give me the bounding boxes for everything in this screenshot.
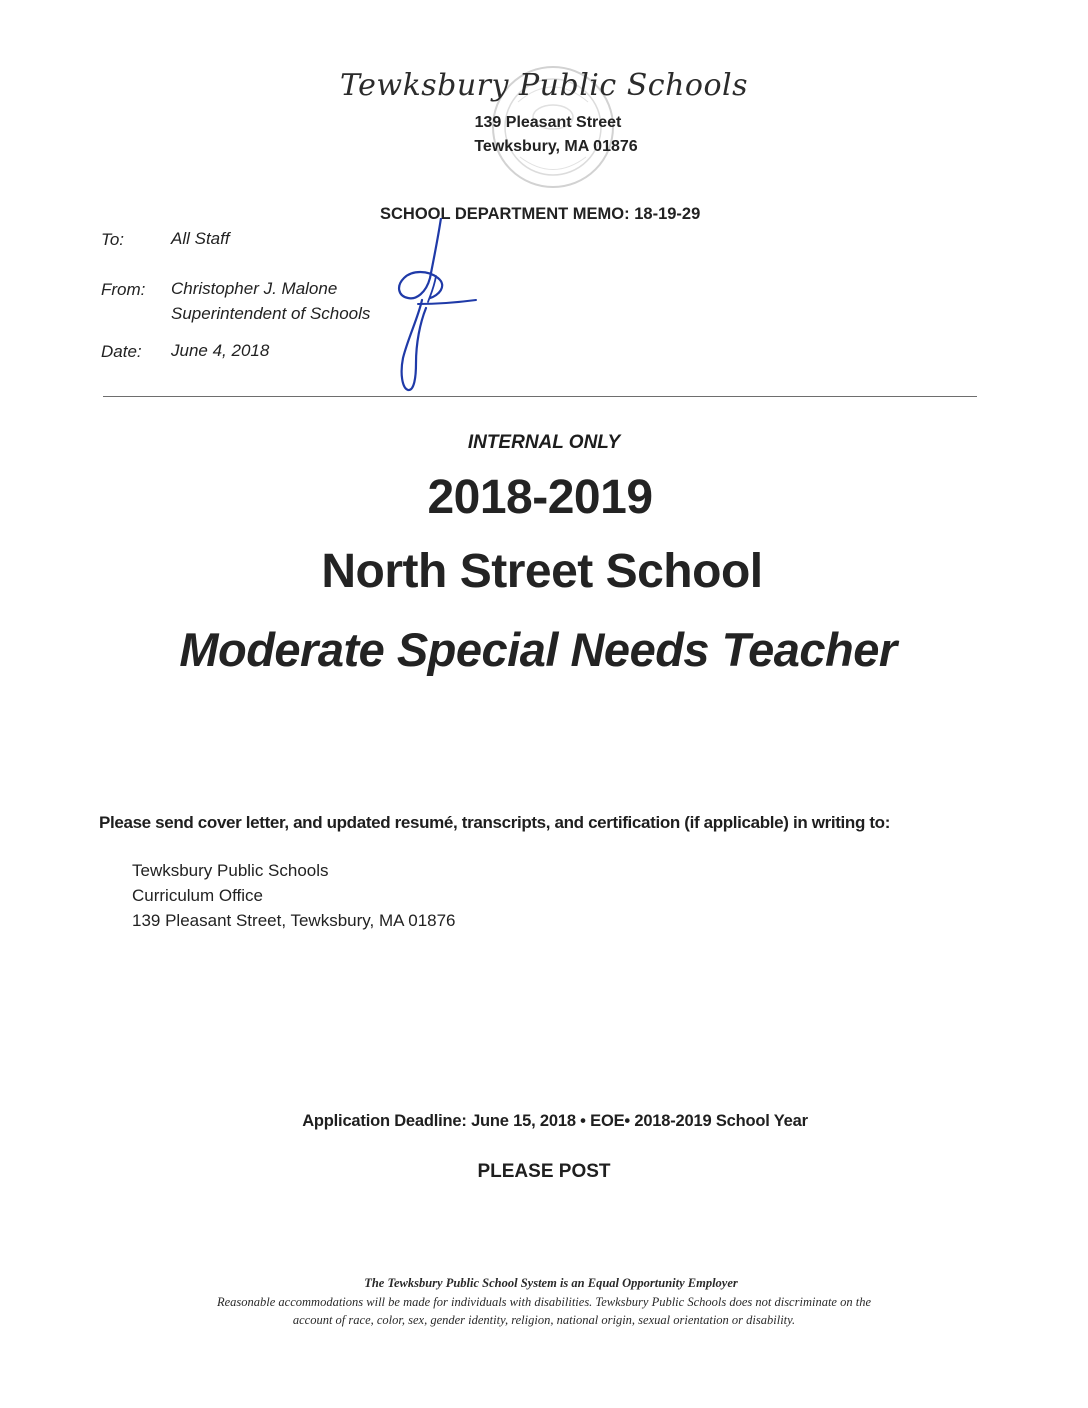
signature-image [378, 218, 488, 398]
application-instructions: Please send cover letter, and updated resumé, transcripts, and certification (if applicable) in writing to: [99, 813, 891, 832]
to-value: All Staff [171, 229, 230, 248]
address-line-office: Curriculum Office [132, 886, 263, 905]
accommodations-statement: Reasonable accommodations will be made for individuals with disabilities. Tewksbury Public Schools does not discriminate on the [216, 1295, 871, 1309]
internal-only-notice: INTERNAL ONLY [467, 432, 621, 453]
address-line-organization: Tewksbury Public Schools [132, 861, 329, 880]
school-year-heading: 2018-2019 [427, 471, 653, 524]
from-title: Superintendent of Schools [171, 304, 371, 323]
application-deadline: Application Deadline: June 15, 2018 • EOE• 2018-2019 School Year [302, 1112, 808, 1130]
organization-name: Tewksbury Public Schools [339, 68, 749, 103]
from-name: Christopher J. Malone [171, 279, 338, 298]
memo-number: SCHOOL DEPARTMENT MEMO: 18-19-29 [380, 205, 701, 223]
to-label: To: [101, 230, 125, 249]
school-name-heading: North Street School [321, 545, 763, 598]
address-line-street: 139 Pleasant Street, Tewksbury, MA 01876 [132, 911, 456, 930]
organization-street: 139 Pleasant Street [474, 114, 622, 131]
position-title-heading: Moderate Special Needs Teacher [179, 623, 897, 676]
nondiscrimination-statement: account of race, color, sex, gender identity, religion, national origin, sexual orientation or disability. [292, 1313, 796, 1327]
date-value: June 4, 2018 [171, 341, 270, 360]
from-label: From: [101, 280, 146, 299]
organization-city: Tewksbury, MA 01876 [474, 138, 638, 155]
please-post-notice: PLEASE POST [477, 1161, 611, 1182]
date-label: Date: [101, 342, 142, 361]
eoe-statement: The Tewksbury Public School System is an Equal Opportunity Employer [364, 1276, 738, 1290]
header-divider [103, 396, 977, 397]
